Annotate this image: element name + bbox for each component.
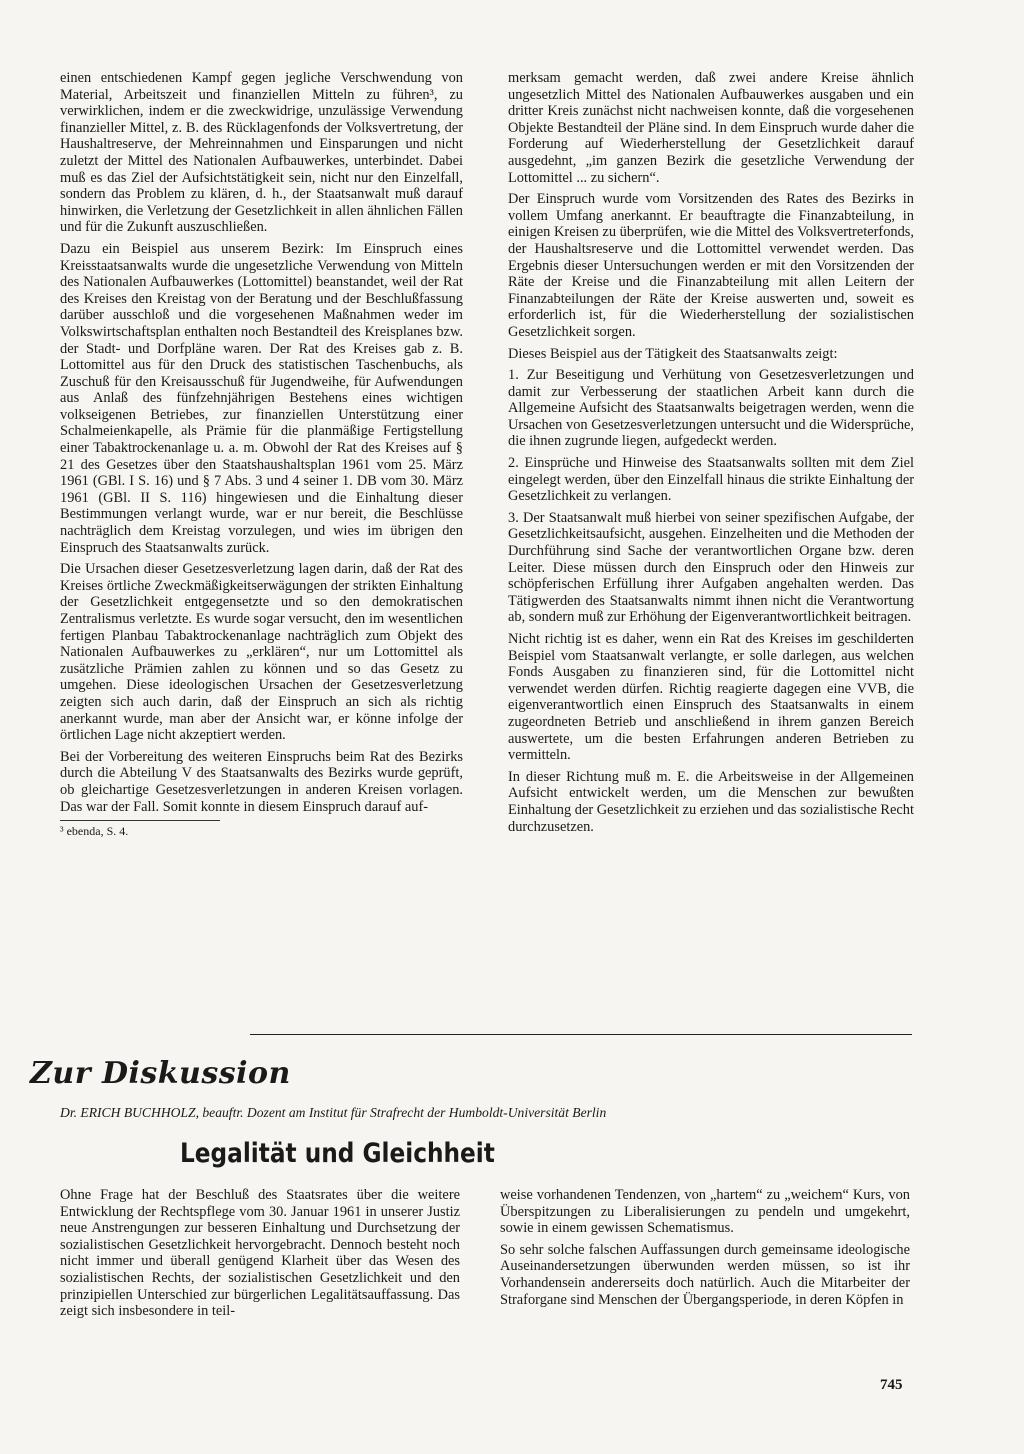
author-byline: Dr. ERICH BUCHHOLZ, beauftr. Dozent am Institut für Strafrecht der Humboldt-Universität Berlin [60,1105,607,1120]
section-label: Zur Diskussion [30,1056,291,1091]
paragraph: Dieses Beispiel aus der Tätigkeit des Staatsanwalts zeigt: [508,345,838,362]
footnote-divider [60,820,220,821]
paragraph: merksam gemacht werden, daß zwei andere Kreise ähnlich ungesetzlich Mittel des Nationalen Aufbauwerkes ausgaben und ein dritter Kreis zunächst nicht nachweisen konnte, daß die vorgesehenen Objekte Bestandteil der Pläne sind. In dem Einspruch wurde daher die Forderung auf Wiederherstellung der Gesetzlichkeit darauf ausgedehnt, „im ganzen Bezirk die gesetzliche Verwendung der Lottomittel ... zu sichern“. [508,70,914,186]
left-column [60,70,463,843]
article-right-column [500,1187,910,1313]
article-title: Legalität und Gleichheit [180,1138,495,1169]
page-number: 745 [880,1377,903,1393]
paragraph: Dazu ein Beispiel aus unserem Bezirk: Im Einspruch eines Kreisstaatsanwalts wurde die ungesetzliche Verwendung von Mitteln des Nationalen Aufbauwerkes (Lottomittel) beanstandet, weil der Rat des Kreises den Kreistag von der Beratung und der Beschlußfassung darüber ausschloß und die vorgesehenen Maßnahmen weder im Volkswirtschaftsplan enthalten noch Bestandteil des Kreisplanes bzw. der Stadt- und Dorfpläne waren. Der Rat des Kreises gab z. B. Lottomittel aus für den Druck des statistischen Taschenbuchs, als Zuschuß für den Kreisausschuß für Jugendweihe, für Aufwendungen aus Anlaß des fünfzehnjährigen Bestehens eines wichtigen volkseigenen Betriebes, zur finanziellen Unterstützung einer Schalmeienkapelle, als Prämie für die planmäßige Fertigstellung einer Tabaktrockenanlage u. a. m. Obwohl der Rat des Kreises auf § 21 des Gesetzes über den Staatshaushaltsplan 1961 vom 25. März 1961 (GBl. I S. 16) und § 7 Abs. 3 und 4 seiner 1. DB vom 30. März 1961 (GBl. II S. 116) hingewiesen und die Einhaltung dieser Bestimmungen verlangt wurde, war er nur bereit, die Beschlüsse nachträglich dem Kreistag vorzulegen, und wies im übrigen den Einspruch des Staatsanwalts zurück. [60,240,463,556]
paragraph: Die Ursachen dieser Gesetzesverletzung lagen darin, daß der Rat des Kreises örtliche Zweckmäßigkeitserwägungen der strikten Einhaltung der Gesetzlichkeit entgegensetzte und so den demokratischen Zentralismus verletzte. Es wurde sogar versucht, den im wesentlichen fertigen Planbau Tabaktrockenanlage nachträglich zum Objekt des Nationalen Aufbauwerkes zu „erklären“, nur um Lottomittel als zusätzliche Prämien zahlen zu können und so das Gesetz zu umgehen. Diese ideologischen Ursachen der Gesetzesverletzung zeigten sich auch darin, daß der Einspruch an sich als richtig anerkannt wurde, man aber der Ansicht war, er könne infolge der örtlichen Lage nicht akzeptiert werden. [60,561,463,744]
paragraph: Bei der Vorbereitung des weiteren Einspruchs beim Rat des Bezirks durch die Abteilung V des Staatsanwalts des Bezirks wurde geprüft, ob gleichartige Gesetzesverletzungen in anderen Kreisen vorlagen. Das war der Fall. Somit konnte in diesem Einspruch darauf auf- [60,748,463,815]
paragraph: So sehr solche falschen Auffassungen durch gemeinsame ideologische Auseinandersetzungen überwunden werden müssen, so ist ihr Vorhandensein andererseits doch natürlich. Auch die Mitarbeiter der Straforgane sind Menschen der Übergangsperiode, in deren Köpfen in [500,1241,910,1308]
paragraph: 2. Einsprüche und Hinweise des Staatsanwalts sollten mit dem Ziel eingelegt werden, über den Einzelfall hinaus die strikte Einhaltung der Gesetzlichkeit zu verlangen. [508,455,914,505]
paragraph: Nicht richtig ist es daher, wenn ein Rat des Kreises im geschilderten Beispiel vom Staatsanwalt verlangte, er solle darlegen, aus welchen Fonds Ausgaben zu finanzieren sind, für die Lottomittel nicht verwendet werden dürfen. Richtig reagierte dagegen eine VVB, die eigenverantwortlich einen Einspruch des Staatsanwalts in einem zugeordneten Betrieb und anschließend in ihrem ganzen Bereich auswertete, um die besten Erfahrungen anderen Betrieben zu vermitteln. [508,631,914,764]
article-left-column [60,1187,460,1325]
paragraph: Ohne Frage hat der Beschluß des Staatsrates über die weitere Entwicklung der Rechtspflege vom 30. Januar 1961 in unserer Justiz neue Anstrengungen zur besseren Einhaltung und Durchsetzung der sozialistischen Gesetzlichkeit hervorgebracht. Dennoch besteht noch nicht immer und überall genügend Klarheit über das Wesen des sozialistischen Rechts, der sozialistischen Gesetzlichkeit und den prinzipiellen Unterschied zur bürgerlichen Legalitätsauffassung. Das zeigt sich insbesondere in teil- [60,1187,460,1320]
right-column [508,70,914,840]
paragraph: einen entschiedenen Kampf gegen jegliche Verschwendung von Material, Arbeitszeit und finanziellen Mitteln zu führen³, zu verwirklichen, indem er die zweckwidrige, unzulässige Verwendung finanzieller Mittel, z. B. des Rücklagenfonds der Volksvertretung, der Haushaltreserve, der Mehreinnahmen und Einsparungen und nicht zuletzt der Mittel des Nationalen Aufbauwerkes, unterbindet. Dabei muß es das Ziel der Aufsichtstätigkeit sein, nicht nur den Einzelfall, sondern das Problem zu klären, d. h., der Staatsanwalt muß darauf hinwirken, die Verletzung der Gesetzlichkeit in allen ähnlichen Fällen und für die Zukunft auszuschließen. [60,70,463,236]
section-divider [250,1034,912,1035]
paragraph: Der Einspruch wurde vom Vorsitzenden des Rates des Bezirks in vollem Umfang anerkannt. Er beauftragte die Finanzabteilung, in einigen Kreisen zu überprüfen, wie die Mittel des Volksvertreterfonds, der Haushaltsreserve und die Lottomittel verwendet werden. Das Ergebnis dieser Untersuchungen werden er mit den Vorsitzenden der Räte der Kreise und die Finanzabteilung mit allen Leitern der Finanzabteilungen der Räte der Kreise auswerten und, soweit es erforderlich ist, für die Wiederherstellung der sozialistischen Gesetzlichkeit sorgen. [508,191,914,340]
paragraph: In dieser Richtung muß m. E. die Arbeitsweise in der Allgemeinen Aufsicht entwickelt werden, um die Menschen zur bewußten Einhaltung der Gesetzlichkeit zu erziehen und das sozialistische Recht durchzusetzen. [508,768,914,835]
paragraph: 1. Zur Beseitigung und Verhütung von Gesetzesverletzungen und damit zur Verbesserung der staatlichen Arbeit kann durch die Allgemeine Aufsicht des Staatsanwalts beigetragen werden, wenn die Ursachen von Gesetzesverletzungen untersucht und die Widersprüche, die ihnen zugrunde liegen, aufgedeckt werden. [508,367,914,450]
paragraph: 3. Der Staatsanwalt muß hierbei von seiner spezifischen Aufgabe, der Gesetzlichkeitsaufsicht, ausgehen. Einzelheiten und die Methoden der Durchführung sind Sache der verantwortlichen Organe bzw. deren Leiter. Diese müssen durch den Einspruch oder den Hinweis zur schöpferischen Erfüllung ihrer Aufgaben angehalten werden. Das Tätigwerden des Staatsanwalts nimmt ihnen nicht die Verantwortung ab, sondern muß zur Erhöhung der Eigenverantwortlichkeit beitragen. [508,509,914,626]
paragraph: weise vorhandenen Tendenzen, von „hartem“ zu „weichem“ Kurs, von Überspitzungen zu Liberalisierungen zu pendeln und umgekehrt, sowie in einem gewissen Schematismus. [500,1187,910,1237]
footnote: ³ ebenda, S. 4. [60,824,129,839]
